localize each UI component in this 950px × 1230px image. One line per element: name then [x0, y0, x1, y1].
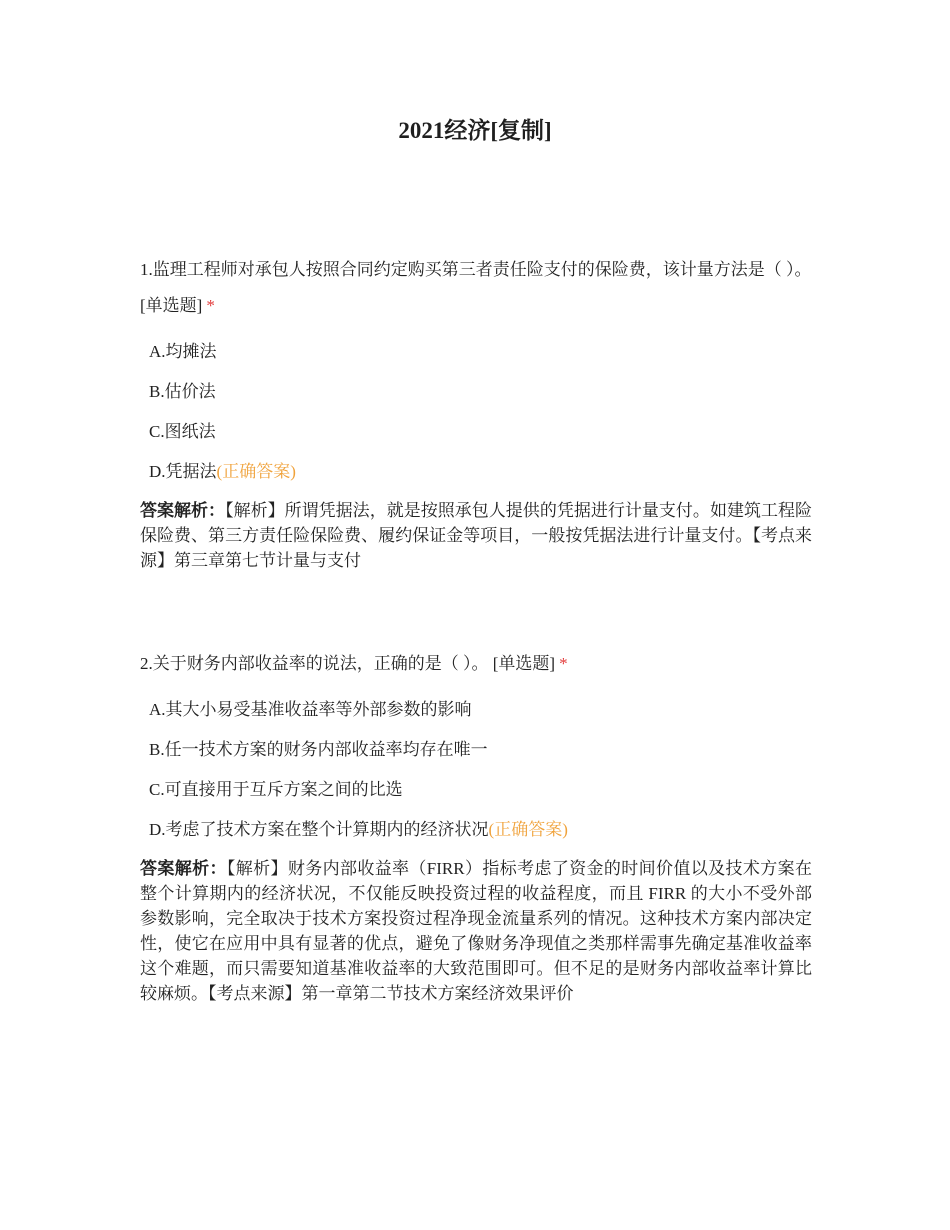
analysis-text: 【解析】所谓凭据法，就是按照承包人提供的凭据进行计量支付。如建筑工程险保险费、第三方责任险保险费、履约保证金等项目，一般按凭据法进行计量支付。【考点来源】第三章第七节计量与支付	[140, 501, 813, 570]
option-text: A.均摊法	[149, 342, 217, 361]
option-list	[140, 332, 812, 492]
option-b[interactable]	[140, 372, 812, 412]
answer-analysis	[140, 498, 812, 573]
analysis-label: 答案解析：	[140, 859, 227, 878]
analysis-text: 【解析】财务内部收益率（FIRR）指标考虑了资金的时间价值以及技术方案在整个计算期内的经济状况，不仅能反映投资过程的收益程度，而且 FIRR 的大小不受外部参数影响，完全取决于技术方案投资过程净现金流量系列的情况。这种技术方案内部决定性，使它在应用中具有显著的优点，避免了像财务净现值之类那样需事先确定基准收益率这个难题，而只需要知道基准收益率的大致范围即可。但不足的是财务内部收益率计算比较麻烦。【考点来源】第一章第二节技术方案经济效果评价	[140, 859, 813, 1003]
option-a[interactable]	[140, 332, 812, 372]
required-mark: *	[559, 654, 568, 673]
question-type-label: [单选题]	[140, 296, 203, 315]
option-b[interactable]	[140, 730, 812, 770]
option-text: B.估价法	[149, 382, 216, 401]
analysis-label: 答案解析：	[140, 501, 226, 520]
option-text: D.考虑了技术方案在整个计算期内的经济状况	[149, 820, 489, 839]
option-text: C.可直接用于互斥方案之间的比选	[149, 780, 403, 799]
correct-answer-label: (正确答案)	[488, 820, 568, 839]
option-c[interactable]	[140, 770, 812, 810]
question-stem	[140, 646, 812, 682]
question-text: 1.监理工程师对承包人按照合同约定购买第三者责任险支付的保险费，该计量方法是（ ）。	[140, 260, 812, 279]
question-2	[140, 646, 812, 1006]
option-a[interactable]	[140, 690, 812, 730]
question-type-label: [单选题]	[492, 654, 556, 673]
page-title: 2021经济[复制]	[398, 118, 552, 143]
option-text: B.任一技术方案的财务内部收益率均存在唯一	[149, 740, 488, 759]
option-d[interactable]	[140, 452, 812, 492]
option-text: D.凭据法	[149, 462, 217, 481]
required-mark: *	[206, 296, 215, 315]
question-text: 2.关于财务内部收益率的说法，正确的是（ ）。	[140, 654, 489, 673]
option-list	[140, 690, 812, 850]
question-stem	[140, 252, 812, 324]
correct-answer-label: (正确答案)	[216, 462, 296, 481]
answer-analysis	[140, 856, 812, 1006]
option-d[interactable]	[140, 810, 812, 850]
option-c[interactable]	[140, 412, 812, 452]
option-text: C.图纸法	[149, 422, 216, 441]
question-1	[140, 252, 812, 573]
option-text: A.其大小易受基准收益率等外部参数的影响	[149, 700, 472, 719]
